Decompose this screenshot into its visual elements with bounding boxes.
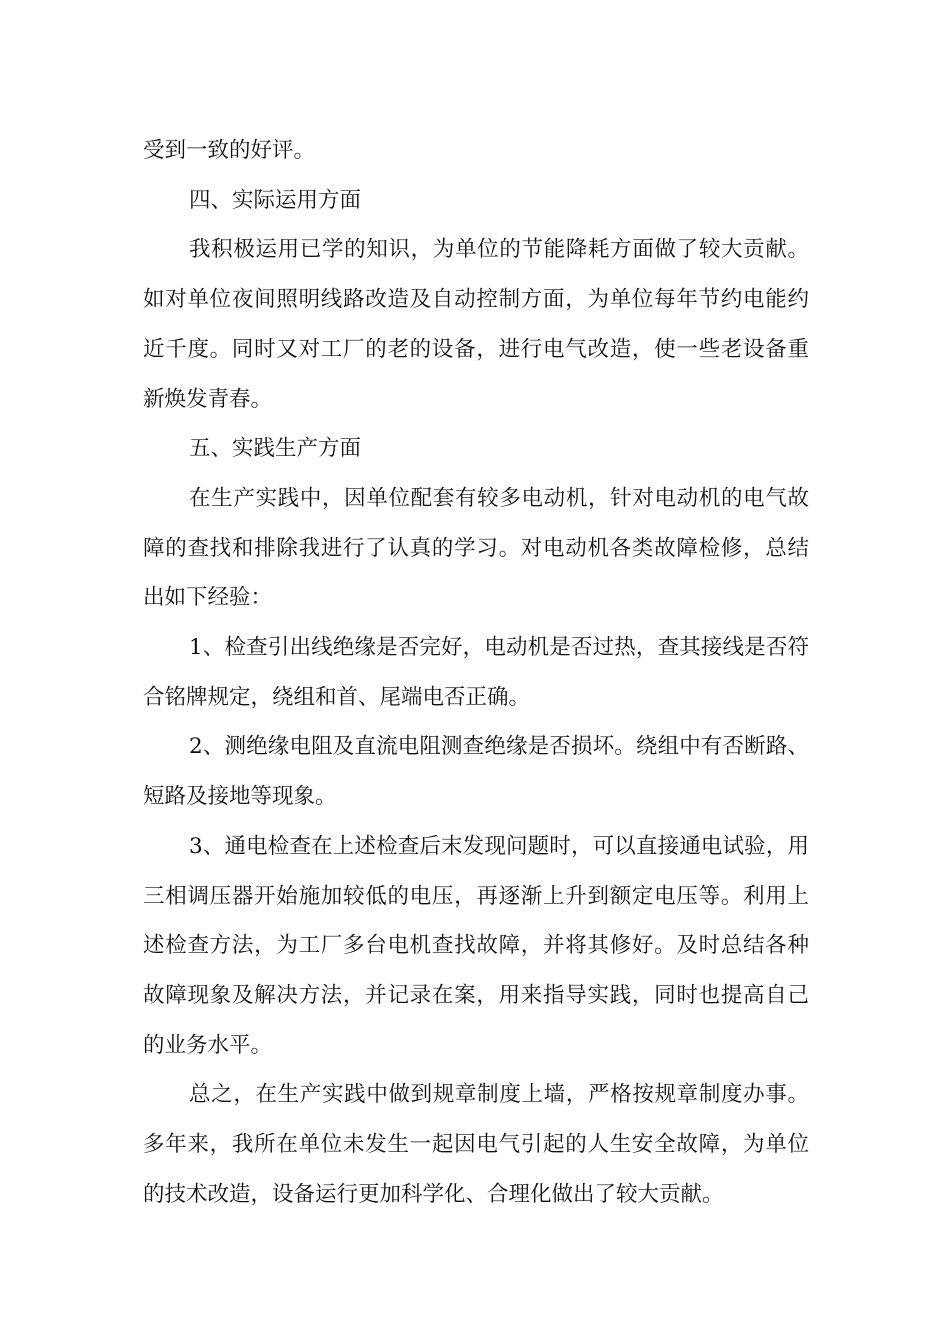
list-item-3: 3、通电检查在上述检查后末发现问题时，可以直接通电试验，用三相调压器开始施加较低的电压，再逐渐上升到额定电压等。利用上述检查方法，为工厂多台电机查找故障，并将其修好。及时总结各种故障现象及解决方法，并记录在案，用来指导实践，同时也提高自己的业务水平。 — [143, 833, 809, 1058]
list-item-2: 2、测绝缘电阻及直流电阻测查绝缘是否损坏。绕组中有否断路、短路及接地等现象。 — [143, 734, 809, 810]
document-body — [143, 126, 809, 1219]
list-item-1: 1、检查引出线绝缘是否完好，电动机是否过热，查其接线是否符合铭牌规定，绕组和首、尾端电否正确。 — [143, 635, 809, 710]
paragraph-energy-saving: 我积极运用已学的知识，为单位的节能降耗方面做了较大贡献。如对单位夜间照明线路改造及自动控制方面，为单位每年节约电能约近千度。同时又对工厂的老的设备，进行电气改造，使一些老设备重新焕发青春。 — [143, 237, 809, 412]
section-heading-production-practice: 五、实践生产方面 — [189, 436, 362, 462]
section-heading-practical-application: 四、实际运用方面 — [189, 187, 362, 213]
paragraph-continuation: 受到一致的好评。 — [143, 138, 316, 163]
paragraph-motor-faults: 在生产实践中，因单位配套有较多电动机，针对电动机的电气故障的查找和排除我进行了认真的学习。对电动机各类故障检修，总结出如下经验： — [143, 485, 809, 611]
paragraph-conclusion: 总之，在生产实践中做到规章制度上墙，严格按规章制度办事。多年来，我所在单位未发生一起因电气引起的人生安全故障，为单位的技术改造，设备运行更加科学化、合理化做出了较大贡献。 — [143, 1082, 809, 1207]
